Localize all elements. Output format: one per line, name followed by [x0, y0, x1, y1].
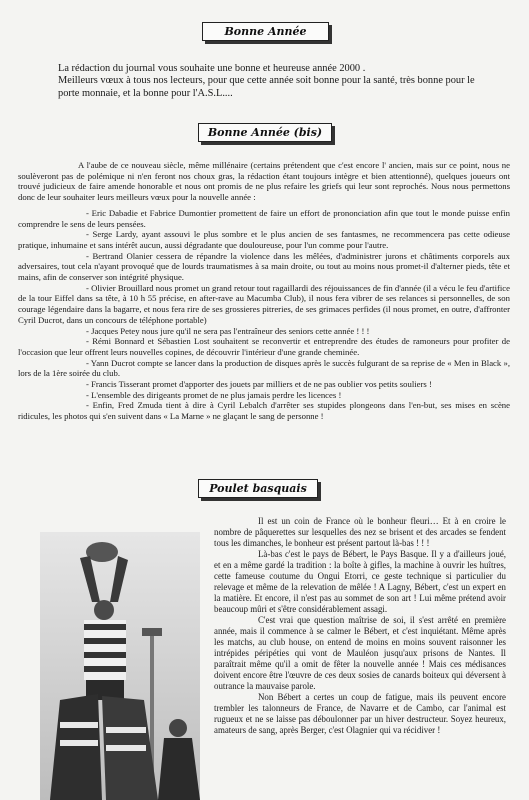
section3-paragraph: Là-bas c'est le pays de Bébert, le Pays Basque. Il y a d'ailleurs joué, et en a même gardé la tradition : la boîte à gifles, la machine à ouvrir les huîtres, cette fameuse coutume du Ongui Etorri, ce geste technique si particulier du relevage et même de la relevation de mêlée ! A Lagny, Bébert, c'est un expert en la matière. Et encore, il n'est pas au sommet de son art ! Lui même prétend avoir beaucoup mûri et s'être considérablement assagi.	[214, 549, 506, 614]
section2-intro: A l'aube de ce nouveau siècle, même millénaire (certains prétendent que c'est encore l' ancien, mais sur ce point, nous ne soulèveront pas de polémique ni n'en feront nos choux gras, la rédaction étant toujours intègre et bien attentionné), quelques joueurs ont trouvé judicieux de faire amende honorable et nous ont promis de ne plus refaire les griefs qui leur sont reprochés. Nous nous permettons donc de leur souhaiter leurs meilleurs vœux pour la nouvelle année :	[18, 160, 510, 203]
list-item: - Yann Ducrot compte se lancer dans la production de disques après le succès fulgurant de sa reprise de « Men in Black », lors de la 1ère soirée du club.	[18, 357, 510, 379]
section3-body	[214, 516, 506, 736]
section3-paragraph: Non Bébert a certes un coup de fatigue, mais ils peuvent encore trembler les talonneurs de France, de Navarre et de Cambo, car l'animal est rugueux et ne se laisse pas déboulonner par un hiver destructeur. Soyez heureux, amateurs de sang, après Berger, c'est Olagnier qui va récidiver !	[214, 692, 506, 735]
list-item: - Rémi Bonnard et Sébastien Lost souhaitent se reconvertir et entreprendre des études de ramoneurs pour profiter de l'occasion que leur offrent leurs nouvelles copines, de découvrir l'intérieur d'une grande cheminée.	[18, 336, 510, 357]
section1-body	[58, 63, 478, 100]
list-item: - Enfin, Fred Zmuda tient à dire à Cyril Lebalch d'arrêter ses stupides plongeons dans l'en-but, ses mises en scène ridicules, les photos qui s'en suivent dans « La Marne » ne glaçant le sang de personne !	[18, 400, 510, 422]
list-item: - Jacques Petey nous jure qu'il ne sera pas l'entraîneur des seniors cette année ! ! !	[86, 325, 370, 336]
section-title-poulet-basquais: Poulet basquais	[198, 479, 318, 498]
section1-paragraph: La rédaction du journal vous souhaite une bonne et heureuse année 2000 .	[58, 63, 366, 74]
section-title-bonne-annee-bis: Bonne Année (bis)	[198, 123, 332, 142]
section2-body	[18, 160, 510, 422]
list-item: - Bertrand Olanier cessera de répandre la violence dans les mêlées, d'administrer jurons et châtiments corporels aux adversaires, tout cela n'ayant provoqué que de lourds traumatismes à sa main droite, ou tout au moins nous promet-il d'alterner pieds, tête et mains, afin de conserver son intégrité physique.	[18, 250, 510, 283]
section1-paragraph: Meilleurs vœux à tous nos lecteurs, pour que cette année soit bonne pour la santé, très bonne pour le porte monnaie, et la bonne pour l'A.S.L....	[58, 75, 475, 99]
section3-paragraph: Il est un coin de France où le bonheur fleuri… Et à en croire le nombre de pâquerettes sur lesquelles des nez se brisent et des arcades se fendent tous les dimanches, le bonheur est présent partout là-bas ! ! !	[214, 516, 506, 548]
list-item: - Eric Dabadie et Fabrice Dumontier promettent de faire un effort de prononciation afin que tout le monde puisse enfin comprendre le sens de leurs pensées.	[18, 207, 510, 229]
list-item: - Serge Lardy, ayant assouvi le plus sombre et le plus ancien de ses fantasmes, ne recommencera pas cette odieuse pratique, inhumaine et sans intérêt aucun, aussi dégradante que douloureuse, pour l'un comme pour l'autre.	[18, 229, 510, 250]
section-title-bonne-annee: Bonne Année	[202, 22, 329, 41]
list-item: - Olivier Brouillard nous promet un grand retour tout ragaillardi des réjouissances de fin d'année (il a vécu le feu d'artifice de la tour Eiffel dans sa tête, à 10 h 55 précise, en after-rave au Macumba Club), il nous fera vibrer de ses relances si personnelles, de son courage légendaire dans la bagarre, et nous fera rire de ses grossieres pitreries, de ses grimaces perfides (il nous promet, en outre, d'affronter Cyril Ducrot, dans un concours de téléphone portable)	[18, 282, 510, 325]
rugby-lineout-photo	[40, 532, 200, 800]
section3-paragraph: C'est vrai que question maîtrise de soi, il s'est arrêté en première année, mais il commence à se calmer le Bébert, et c'est inquiétant. Même après les matchs, au club house, on entend de moins en moins souvent raisonner les intrépides péripéties qui vont de Mauléon jusqu'aux prisons de Nantes. Il paraîtrait même qu'il a omit de fêter la nouvelle année ! Mais ces médisances doivent encore être l'œuvre de ces deux sosies de canards boiteux qui déversent à outrance la mauvaise parole.	[214, 615, 506, 691]
list-item: - Francis Tisserant promet d'apporter des jouets par milliers et de ne pas oublier vos petits souliers !	[86, 379, 432, 390]
list-item: - L'ensemble des dirigeants promet de ne plus jamais perdre les licences !	[86, 389, 342, 400]
